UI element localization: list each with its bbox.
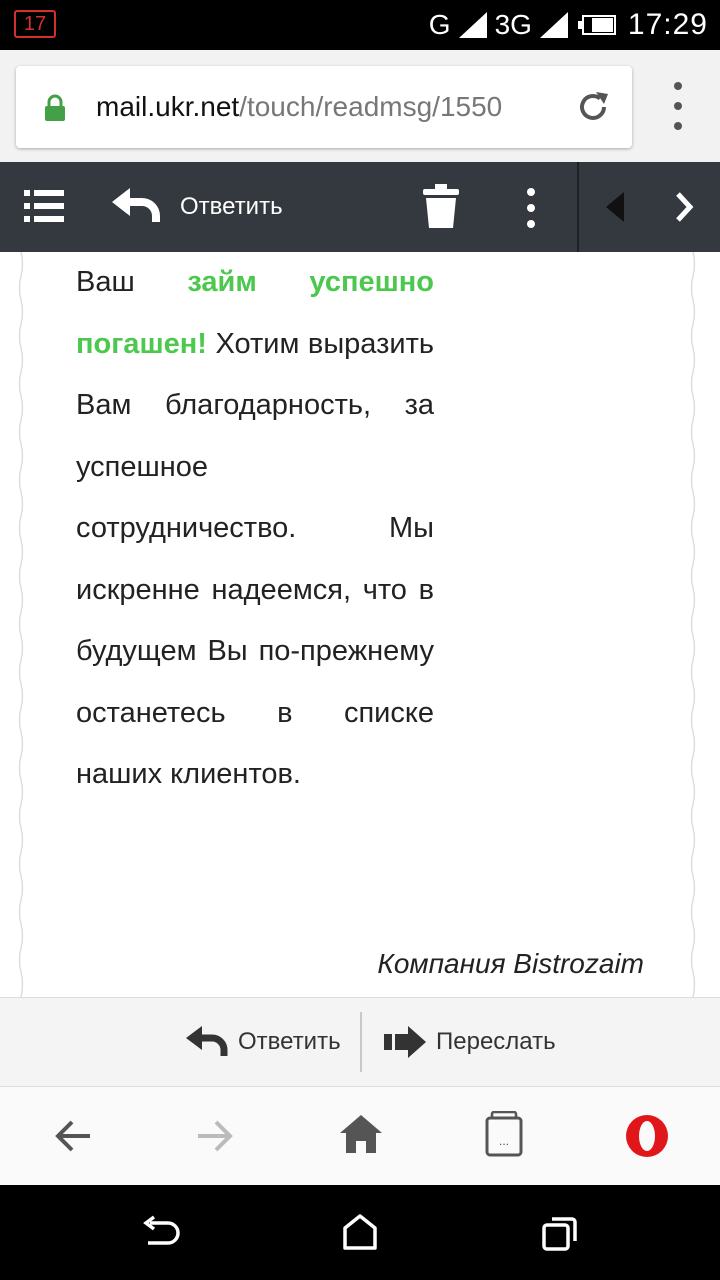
notification-badge: 17 [23, 13, 47, 35]
clock: 17:29 [627, 8, 708, 41]
lock-icon [42, 94, 68, 122]
forward-action-button[interactable]: Переслать [436, 1028, 556, 1055]
right-border-decoration [690, 252, 696, 997]
next-message-icon[interactable] [672, 192, 696, 222]
message-text-intro: Ваш [76, 266, 188, 298]
address-bar[interactable] [16, 66, 632, 148]
message-body [76, 252, 434, 806]
message-text-main: Хотим выразить Вам благодарность, за успешное сотрудничество. Мы искренне надеемся, что в будущем Вы по-прежнему останетесь в списке наших клиентов. [76, 327, 434, 790]
tabs-icon [484, 1111, 524, 1157]
browser-toolbar [0, 50, 720, 162]
tabs-count: ... [498, 1134, 510, 1148]
message-signature: Компания Bistrozaim [377, 948, 644, 979]
signal-3g-icon [538, 10, 570, 40]
actions-divider [360, 1012, 362, 1072]
browser-menu-icon[interactable] [666, 82, 690, 130]
reply-button[interactable]: Ответить [180, 193, 283, 220]
home-icon[interactable] [340, 1115, 382, 1153]
battery-icon [582, 15, 616, 35]
left-border-decoration [18, 252, 24, 997]
network-type-label: G [428, 9, 451, 40]
reply-icon[interactable] [186, 1026, 230, 1058]
reply-icon[interactable] [112, 188, 160, 224]
reload-icon[interactable] [574, 88, 612, 126]
opera-logo-icon[interactable] [624, 1113, 670, 1159]
more-options-icon[interactable] [521, 188, 541, 228]
signal-icon [457, 10, 489, 40]
url-host: mail.ukr.net [96, 91, 240, 122]
url-text[interactable] [96, 88, 502, 126]
back-arrow-icon[interactable] [54, 1119, 92, 1153]
trash-icon[interactable] [422, 184, 460, 230]
system-home-icon[interactable] [342, 1213, 378, 1251]
forward-arrow-icon[interactable] [196, 1119, 234, 1153]
message-highlight: займ успешно погашен! [76, 266, 434, 360]
list-menu-icon[interactable] [24, 188, 64, 224]
browser-bottom-bar [0, 1087, 720, 1185]
status-indicators [429, 8, 708, 42]
previous-message-icon[interactable] [604, 192, 628, 222]
system-back-icon[interactable] [140, 1215, 180, 1251]
network-3g-label: 3G [494, 9, 532, 40]
reply-action-button[interactable]: Ответить [238, 1028, 341, 1055]
battery-level [592, 18, 613, 32]
message-actions-bar [0, 997, 720, 1087]
system-recent-apps-icon[interactable] [542, 1215, 578, 1251]
forward-icon[interactable] [384, 1026, 428, 1058]
notification-icon [14, 10, 56, 38]
status-bar [0, 0, 720, 50]
mail-toolbar [0, 162, 720, 252]
message-content [0, 252, 720, 997]
tabs-button[interactable] [484, 1111, 524, 1157]
url-path: /touch/readmsg/1550 [239, 91, 503, 122]
toolbar-divider [577, 162, 579, 252]
system-navigation-bar [0, 1185, 720, 1280]
